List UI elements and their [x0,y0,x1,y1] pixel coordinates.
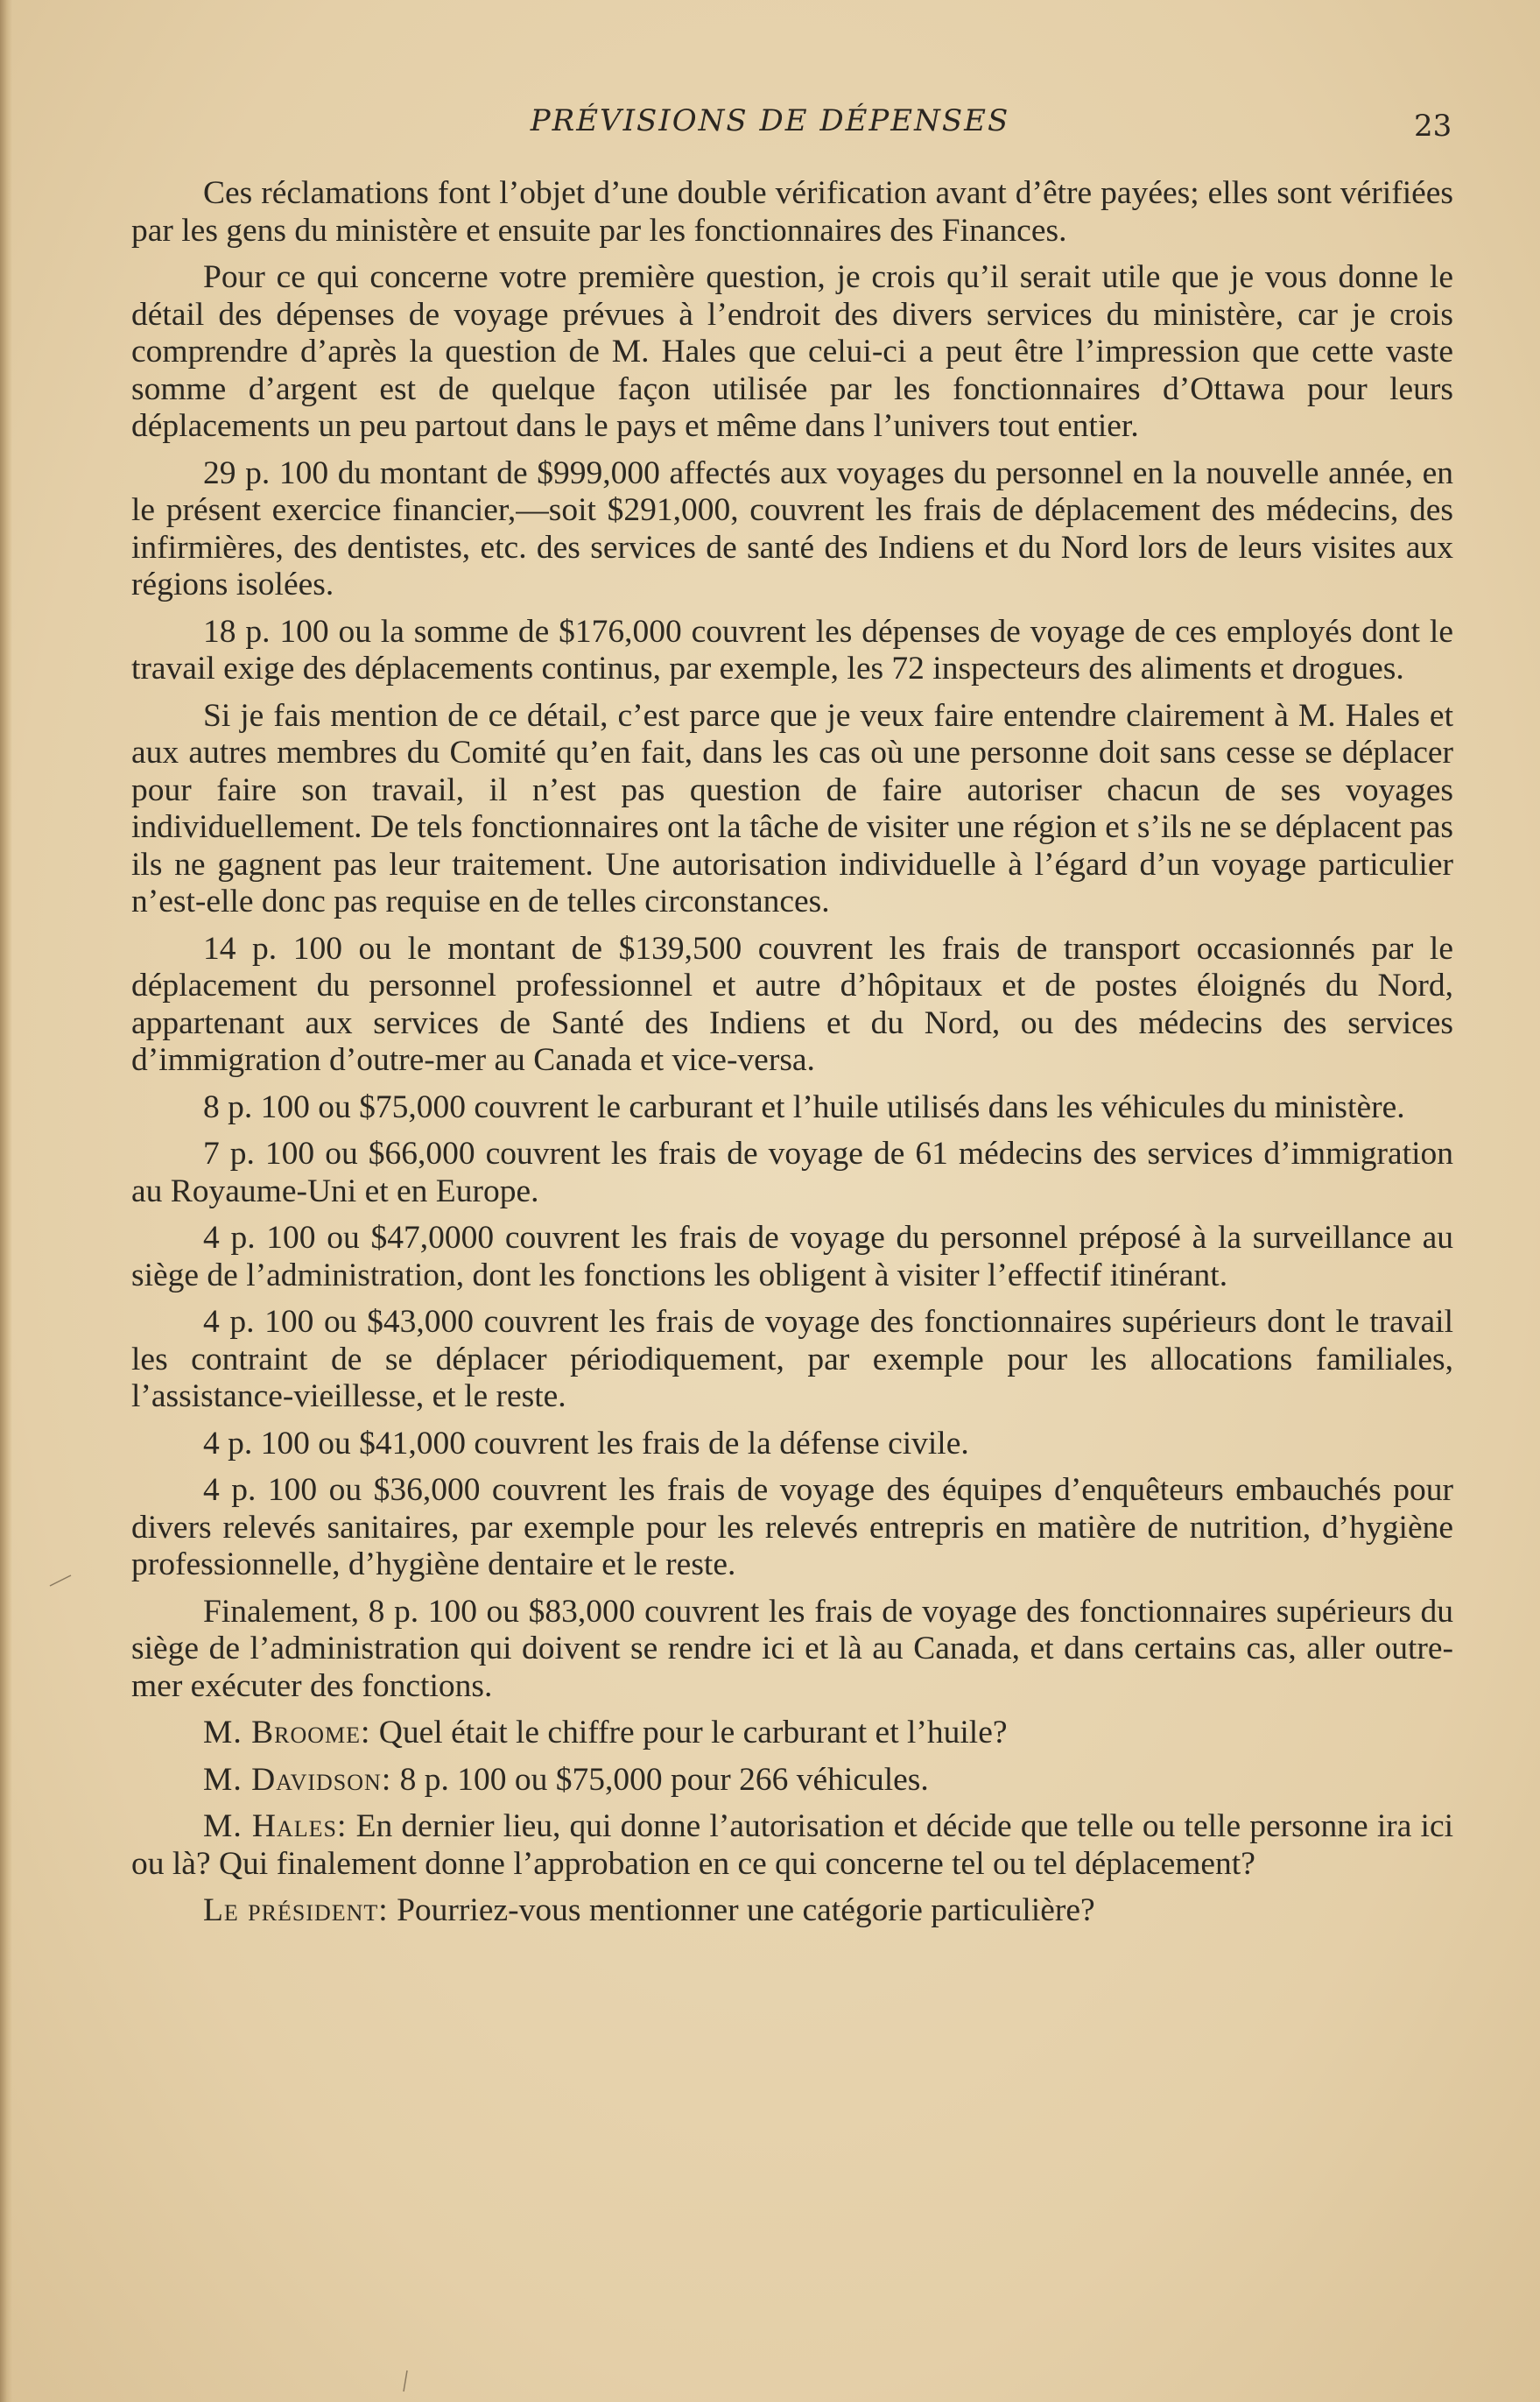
paragraph: 4 p. 100 ou $43,000 couvrent les frais de voyage des fonctionnaires supérieurs dont le travail les contraint de se déplacer périodiquement, par exemple pour les allocations familiales, l’assistance-vieillesse, et le reste. [131,1304,1453,1414]
speaker-name: M. Hales: [203,1808,348,1844]
speaker-name: M. Broome: [203,1715,371,1750]
paragraph: 7 p. 100 ou $66,000 couvrent les frais de voyage de 61 médecins des services d’immigration au Royaume-Uni et en Europe. [131,1136,1453,1209]
body-text [131,175,1453,1940]
paragraph: 29 p. 100 du montant de $999,000 affectés aux voyages du personnel en la nouvelle année, en le présent exercice financier,—soit $291,000, couvrent les frais de déplacement des médecins, des infirmières, des dentistes, etc. des services de santé des Indiens et du Nord lors de leurs visites aux régions isolées. [131,454,1453,602]
stray-pen-mark [48,1572,74,1589]
page-number: 23 [1414,109,1452,144]
paragraph: 14 p. 100 ou le montant de $139,500 couvrent les frais de transport occasionnés par le déplacement du personnel professionnel et autre d’hôpitaux et de postes éloignés du Nord, appartenant aux services de Santé des Indiens et du Nord, ou des médecins des services d’immigration d’outre-mer au Canada et vice-versa. [131,930,1453,1078]
paragraph: 4 p. 100 ou $36,000 couvrent les frais de voyage des équipes d’enquêteurs embauchés pour divers relevés sanitaires, par exemple pour les relevés entrepris en matière de nutrition, d’hygiène professionnelle, d’hygiène dentaire et le reste. [131,1472,1453,1582]
speaker-name: Le président: [203,1892,389,1928]
paragraph: 18 p. 100 ou la somme de $176,000 couvrent les dépenses de voyage de ces employés dont le travail exige des déplacements continus, par exemple, les 72 inspecteurs des aliments et drogues. [131,613,1453,687]
paragraph: 8 p. 100 ou $75,000 couvrent le carburant et l’huile utilisés dans les véhicules du ministère. [203,1088,1405,1125]
paragraph: Si je fais mention de ce détail, c’est parce que je veux faire entendre clairement à M. Hales et aux autres membres du Comité qu’en fait, dans les cas où une personne doit sans cesse se déplacer pour faire son travail, il n’est pas question de faire autoriser chacun de ses voyages individuellement. De tels fonctionnaires ont la tâche de visiter une région et s’ils ne se déplacent pas ils ne gagnent pas leur traitement. Une autorisation individuelle à l’égard d’un voyage particulier n’est-elle donc pas requise en de telles circonstances. [131,697,1453,919]
paragraph: 4 p. 100 ou $41,000 couvrent les frais de la défense civile. [203,1425,969,1462]
dialogue-line: M. Davidson: 8 p. 100 ou $75,000 pour 266 véhicules. [203,1761,929,1798]
speaker-name: M. Davidson: [203,1761,392,1798]
stray-pen-mark [398,2369,416,2395]
page-left-edge [0,0,12,2402]
paragraph: Finalement, 8 p. 100 ou $83,000 couvrent les frais de voyage des fonctionnaires supérieurs du siège de l’administration qui doivent se rendre ici et là au Canada, et dans certains cas, aller outre-mer exécuter des fonctions. [131,1593,1453,1704]
paragraph: Pour ce qui concerne votre première question, je crois qu’il serait utile que je vous donne le détail des dépenses de voyage prévues à l’endroit des divers services du ministère, car je crois comprendre d’après la question de M. Hales que celui-ci a peut être l’impression que cette vaste somme d’argent est de quelque façon utilisée par les fonctionnaires d’Ottawa pour leurs déplacements un peu partout dans le pays et même dans l’univers tout entier. [131,259,1453,444]
paragraph: Ces réclamations font l’objet d’une double vérification avant d’être payées; elles sont vérifiées par les gens du ministère et ensuite par les fonctionnaires des Finances. [131,175,1453,249]
paragraph: 4 p. 100 ou $47,0000 couvrent les frais de voyage du personnel préposé à la surveillance au siège de l’administration, dont les fonctions les obligent à visiter l’effectif itinérant. [131,1220,1453,1293]
running-head [0,103,1540,156]
dialogue-line: Le président: Pourriez-vous mentionner une catégorie particulière? [203,1892,1095,1928]
page-header-title: PRÉVISIONS DE DÉPENSES [530,103,1010,138]
dialogue-line: M. Hales: En dernier lieu, qui donne l’autorisation et décide que telle ou telle personne ira ici ou là? Qui finalement donne l’approbation en ce qui concerne tel ou tel déplacement? [131,1808,1454,1882]
dialogue-line: M. Broome: Quel était le chiffre pour le carburant et l’huile? [203,1715,1008,1750]
